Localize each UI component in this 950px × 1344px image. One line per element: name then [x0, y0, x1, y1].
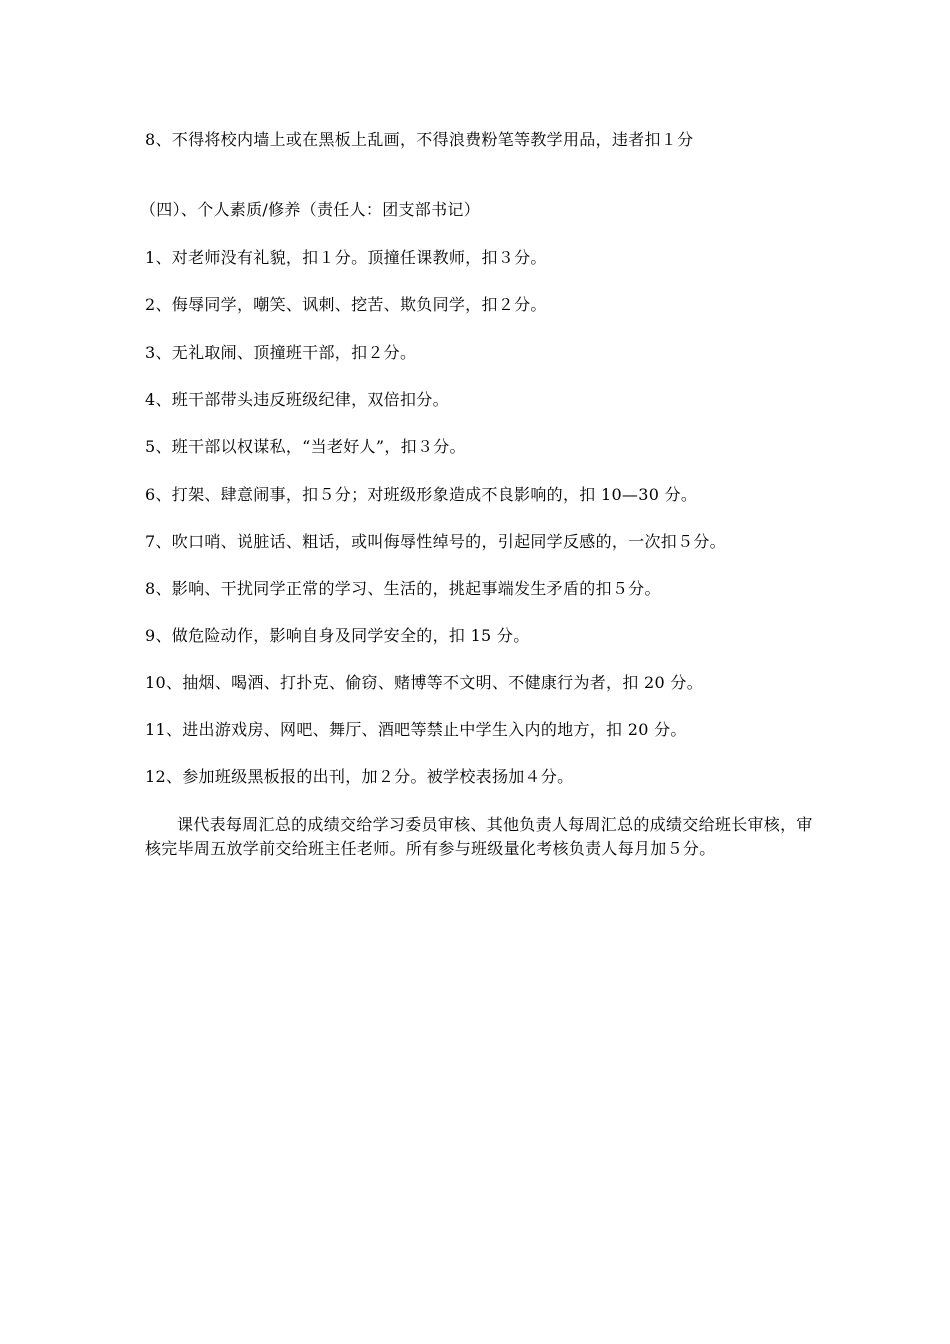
rule-line-6: 6、打架、肆意闹事，扣５分；对班级形象造成不良影响的，扣 10—30 分。: [145, 485, 698, 504]
rule-line-8: 8、影响、干扰同学正常的学习、生活的，挑起事端发生矛盾的扣５分。: [145, 579, 661, 598]
rule-line-8-facilities: 8、不得将校内墙上或在黑板上乱画，不得浪费粉笔等教学用品，违者扣１分: [145, 130, 694, 149]
section-heading-personal-quality: （四）、个人素质/修养（责任人：团支部书记）: [140, 200, 480, 219]
closing-paragraph: 课代表每周汇总的成绩交给学习委员审核、其他负责人每周汇总的成绩交给班长审核，审核完毕周五放学前交给班主任老师。所有参与班级量化考核负责人每月加５分。: [145, 815, 813, 858]
rule-line-1: 1、对老师没有礼貌，扣１分。顶撞任课教师，扣３分。: [145, 248, 547, 267]
rule-line-12: 12、参加班级黑板报的出刊，加２分。被学校表扬加４分。: [145, 767, 574, 786]
rule-line-3: 3、无礼取闹、顶撞班干部，扣２分。: [145, 343, 417, 362]
rule-line-9: 9、做危险动作，影响自身及同学安全的，扣 15 分。: [145, 626, 530, 645]
rule-line-11: 11、进出游戏房、网吧、舞厅、酒吧等禁止中学生入内的地方，扣 20 分。: [145, 720, 687, 739]
rule-line-10: 10、抽烟、喝酒、打扑克、偷窃、赌博等不文明、不健康行为者，扣 20 分。: [145, 673, 703, 692]
rule-line-7: 7、吹口哨、说脏话、粗话，或叫侮辱性绰号的，引起同学反感的，一次扣５分。: [145, 532, 726, 551]
rule-line-4: 4、班干部带头违反班级纪律，双倍扣分。: [145, 390, 449, 409]
rule-line-5: 5、班干部以权谋私，“当老好人”，扣３分。: [145, 437, 466, 456]
rule-line-2: 2、侮辱同学，嘲笑、讽刺、挖苦、欺负同学，扣２分。: [145, 295, 547, 314]
